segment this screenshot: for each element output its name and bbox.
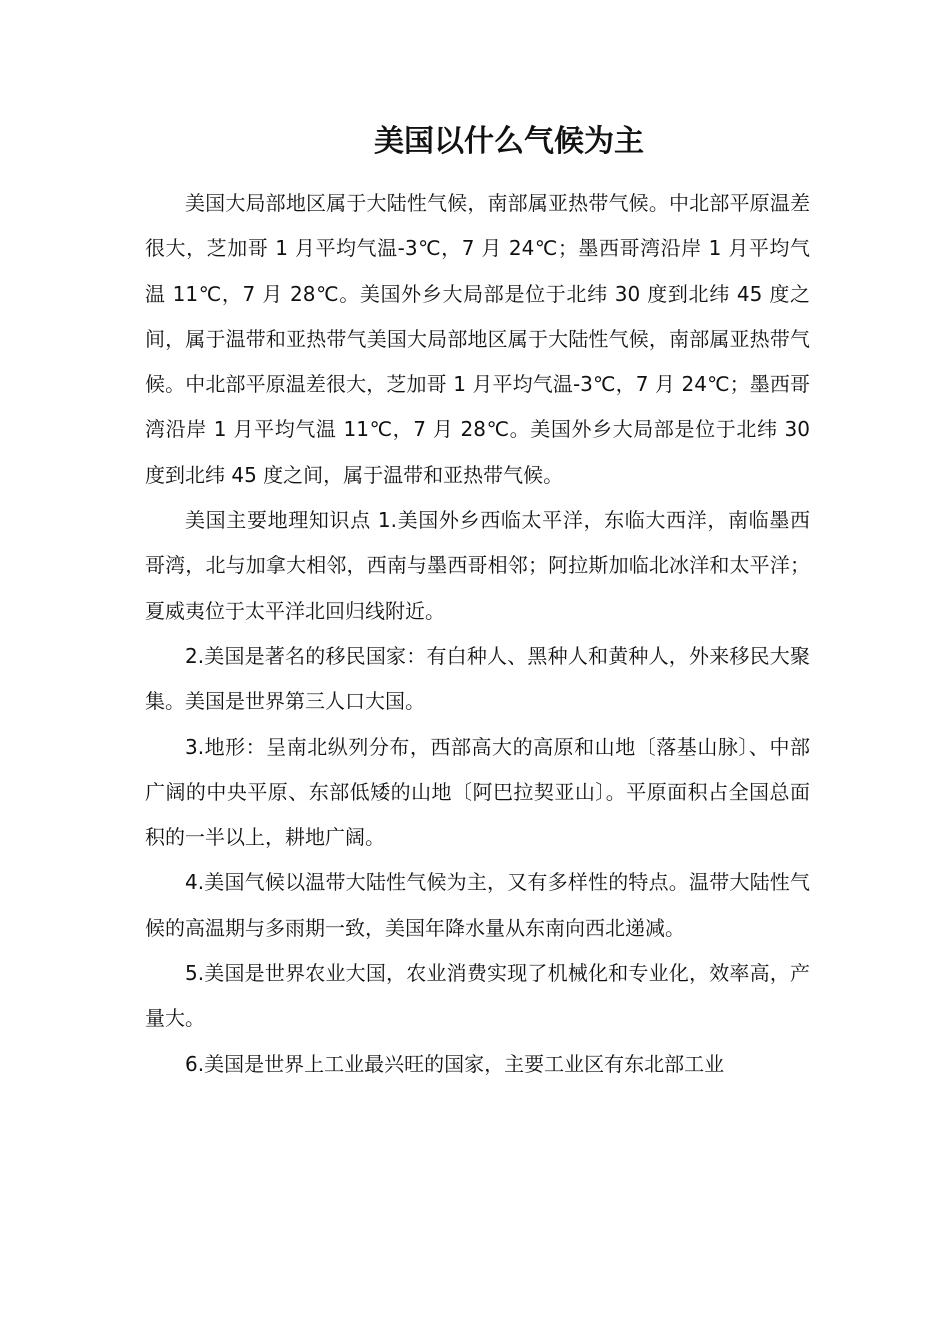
paragraph-industry: 6.美国是世界上工业最兴旺的国家，主要工业区有东北部工业	[185, 1051, 725, 1076]
document-title: 美国以什么气候为主	[374, 124, 644, 159]
paragraph-immigration: 2.美国是著名的移民国家：有白种人、黑种人和黄种人，外来移民大聚集。美国是世界第三人口大国。	[145, 643, 810, 714]
paragraph-geography: 美国主要地理知识点 1.美国外乡西临太平洋，东临大西洋，南临墨西哥湾，北与加拿大相邻，西南与墨西哥相邻；阿拉斯加临北冰洋和太平洋；夏威夷位于太平洋北回归线附近。	[145, 508, 810, 623]
paragraph-climate: 美国大局部地区属于大陆性气候，南部属亚热带气候。中北部平原温差很大，芝加哥 1 月平均气温-3℃，7 月 24℃；墨西哥湾沿岸 1 月平均气温 11℃，7 月 28℃。美国外乡大局部是位于北纬 30 度到北纬 45 度之间，属于温带和亚热带气美国大局部地区属于大陆性气候，南部属亚热带气候。中北部平原温差很大，芝加哥 1 月平均气温-3℃，7 月 24℃；墨西哥湾沿岸 1 月平均气温 11℃，7 月 28℃。美国外乡大局部是位于北纬 30 度到北纬 45 度之间，属于温带和亚热带气候。	[145, 191, 810, 487]
document-body	[145, 181, 810, 1087]
paragraph-climate-type: 4.美国气候以温带大陆性气候为主，又有多样性的特点。温带大陆性气候的高温期与多雨期一致，美国年降水量从东南向西北递减。	[145, 870, 810, 940]
paragraph-terrain: 3.地形：呈南北纵列分布，西部高大的高原和山地〔落基山脉〕、中部广阔的中央平原、东部低矮的山地〔阿巴拉契亚山〕。平原面积占全国总面积的一半以上，耕地广阔。	[145, 734, 810, 850]
paragraph-agriculture: 5.美国是世界农业大国，农业消费实现了机械化和专业化，效率高，产量大。	[145, 961, 810, 1031]
